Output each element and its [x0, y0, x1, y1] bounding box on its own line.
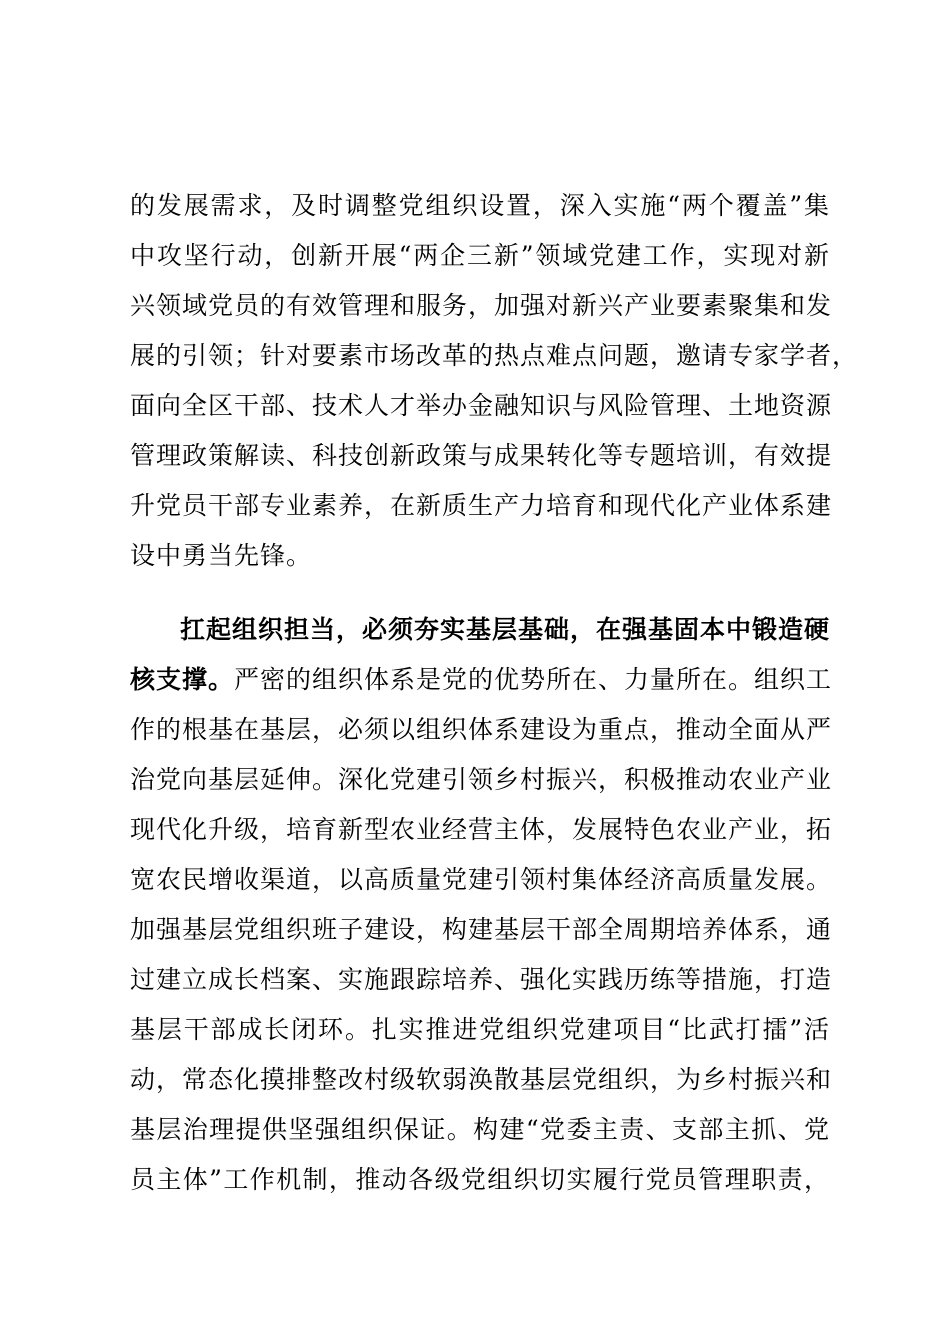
- text-line: 的发展需求，及时调整党组织设置，深入实施“两个覆盖”集: [130, 191, 830, 220]
- paragraph-2: [130, 605, 833, 1205]
- text-line: 兴领域党员的有效管理和服务，加强对新兴产业要素聚集和发: [130, 291, 833, 320]
- paragraph-spacer: [130, 581, 830, 605]
- text-line: 宽农民增收渠道，以高质量党建引领村集体经济高质量发展。: [130, 865, 833, 894]
- text-line: 基层干部成长闭环。扎实推进党组织党建项目“比武打擂”活: [130, 1015, 830, 1044]
- text-line: 现代化升级，培育新型农业经营主体，发展特色农业产业，拓: [130, 815, 833, 844]
- text-line: 基层治理提供坚强组织保证。构建“党委主责、支部主抓、党: [130, 1115, 830, 1144]
- text-line: 设中勇当先锋。: [130, 541, 313, 570]
- paragraph-heading-line: 扛起组织担当，必须夯实基层基础，在强基固本中锻造硬: [180, 615, 831, 644]
- text-line: 员主体”工作机制，推动各级党组织切实履行党员管理职责，: [130, 1165, 830, 1194]
- text-line: 过建立成长档案、实施跟踪培养、强化实践历练等措施，打造: [130, 965, 833, 994]
- paragraph-1: [130, 181, 859, 581]
- text-line: 管理政策解读、科技创新政策与成果转化等专题培训，有效提: [130, 441, 833, 470]
- text-line: [130, 655, 833, 705]
- text-line: 升党员干部专业素养，在新质生产力培育和现代化产业体系建: [130, 491, 833, 520]
- paragraph-text: 严密的组织体系是党的优势所在、力量所在。组织工: [234, 665, 833, 694]
- text-line: 展的引领；针对要素市场改革的热点难点问题，邀请专家学者，: [130, 341, 859, 370]
- text-line: 治党向基层延伸。深化党建引领乡村振兴，积极推动农业产业: [130, 765, 833, 794]
- body-text: [130, 181, 859, 1205]
- paragraph-heading-end: 核支撑。: [130, 665, 235, 694]
- text-line: 作的根基在基层，必须以组织体系建设为重点，推动全面从严: [130, 715, 833, 744]
- text-line: 加强基层党组织班子建设，构建基层干部全周期培养体系，通: [130, 915, 833, 944]
- text-line: 动，常态化摸排整改村级软弱涣散基层党组织，为乡村振兴和: [130, 1065, 833, 1094]
- text-line: 面向全区干部、技术人才举办金融知识与风险管理、土地资源: [130, 391, 833, 420]
- text-line: 中攻坚行动，创新开展“两企三新”领域党建工作，实现对新: [130, 241, 830, 270]
